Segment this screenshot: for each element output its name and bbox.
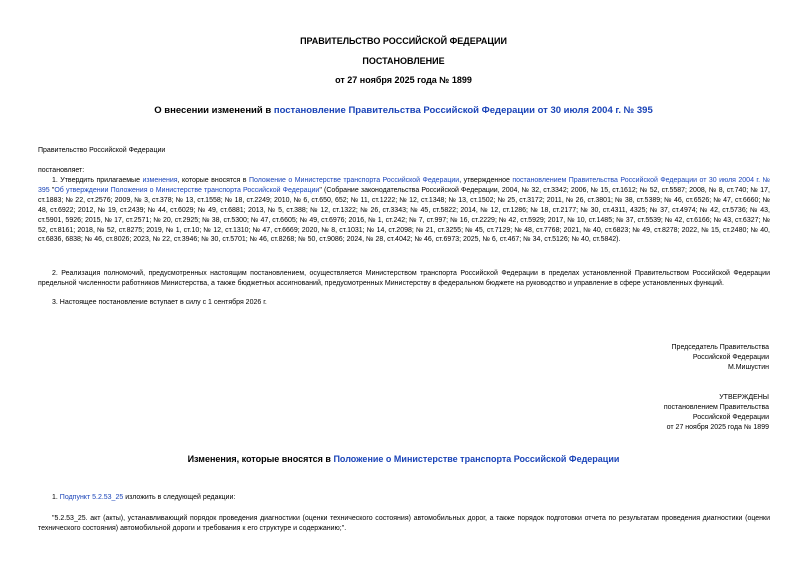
doc-title xyxy=(0,105,807,116)
item-1-paragraph xyxy=(38,176,770,245)
approval-line-4: от 27 ноября 2025 года № 1899 xyxy=(666,424,769,431)
changes-link[interactable]: изменения xyxy=(142,177,178,184)
issuer-text: Правительство Российской Федерации xyxy=(38,147,166,154)
item-1-tail: " (Собрание законодательства Российской Федерации, 2004, № 32, ст.3342; 2006, № 15, ст.1612; № 52, ст.5587; 2008, № 8, ст.740; № 17, ст.1883; № 22, ст.2576; 2009, № 3, ст.378; № 13, ст.1558; № 18, ст.2249; 2010, № 6, ст.650, 652; № 11, ст.1222; № 12, ст.1348; № 13, ст.1502; № 25, ст.3172; 2011, № 26, ст.3801; № 38, ст.5389; № 46, ст.6526; № 47, ст.6660; № 48, ст.6922; 2012, № 19, ст.2439; № 44, ст.6029; № 49, ст.6881; 2013, № 5, ст.388; № 12, ст.1322; № 26, ст.3343; № 45, ст.5822; 2014, № 12, ст.1286; № 18, ст.2177; № 30, ст.4311, 4325; № 37, ст.4974; № 42, ст.5736; № 43, ст.5901, 5926; 2015, № 17, ст.2571; № 20, ст.2925; № 38, ст.5300; № 47, ст.6605; № 49, ст.6976; 2016, № 1, ст.242; № 7, ст.997; № 16, ст.2229; № 42, ст.5929; 2017, № 10, ст.1485; № 37, ст.5539; № 42, ст.6166; № 43, ст.6327; № 52, ст.8161; 2018, № 52, ст.8275; 2019, № 1, ст.10; № 12, ст.1310; № 47, ст.6669; 2020, № 8, ст.1031; № 14, ст.2098; № 21, ст.3255; № 45, ст.7129; № 48, ст.7768; 2021, № 40, ст.6823; № 49, ст.8278; 2022, № 15, ст.2480; № 40, ст.6836, 6838; № 46, ст.8026; 2023, № 22, ст.3946; № 30, ст.5701; № 46, ст.8268; № 50, ст.9086; 2024, № 28, ст.4042; № 46, ст.6973; 2025, № 6, ст.467; № 34, ст.5126; № 40, ст.5842). xyxy=(38,186,771,244)
changes-item-tail: изложить в следующей редакции: xyxy=(123,494,236,501)
approval-line-3: Российской Федерации xyxy=(692,414,769,421)
item-2-paragraph: 2. Реализация полномочий, предусмотренных настоящим постановлением, осуществляется Министерством транспорта Российской Федерации в пределах установленной Правительством Российской Федерации предельной численности работников Министерства, а также бюджетных ассигнований, предусмотренных Министерству в федеральном бюджете на руководство и управление в сфере установленных функций. xyxy=(38,270,770,287)
changes-regulation-link[interactable]: Положение о Министерстве транспорта Российской Федерации xyxy=(333,454,620,464)
signature-line-3: М.Мишустин xyxy=(727,364,769,371)
item-1-lead: 1. Утвердить прилагаемые xyxy=(52,177,143,184)
government-heading: ПРАВИТЕЛЬСТВО РОССИЙСКОЙ ФЕДЕРАЦИИ xyxy=(300,36,507,46)
approval-line-1: УТВЕРЖДЕНЫ xyxy=(719,394,769,401)
item-1-quote-open: " xyxy=(49,186,55,194)
approval-line-2: постановлением Правительства xyxy=(663,404,769,411)
approval-block xyxy=(664,393,769,433)
subitem-link[interactable]: Подпункт 5.2.53_25 xyxy=(59,494,124,501)
signature-block xyxy=(672,343,769,373)
changes-title xyxy=(0,454,807,464)
item-1-mid2: , утвержденное xyxy=(459,177,513,184)
decree-title-link[interactable]: Об утверждении Положения о Министерстве транспорта Российской Федерации xyxy=(54,186,320,194)
item-3-paragraph: 3. Настоящее постановление вступает в силу с 1 сентября 2026 г. xyxy=(52,299,267,306)
doc-type-heading: ПОСТАНОВЛЕНИЕ xyxy=(362,56,445,66)
regulation-link[interactable]: Положение о Министерстве транспорта Российской Федерации xyxy=(248,177,460,184)
doc-date-number: от 27 ноября 2025 года № 1899 xyxy=(335,75,472,85)
changes-item-lead: 1. xyxy=(52,494,60,501)
item-1-mid1: , которые вносятся в xyxy=(177,177,249,184)
signature-line-1: Председатель Правительства xyxy=(671,344,769,351)
changes-title-prefix: Изменения, которые вносятся в xyxy=(187,454,334,464)
decree-395-link[interactable]: постановлением Правительства Российской Федерации от 30 июля 2004 г. № 395 xyxy=(38,177,770,194)
changes-quote: "5.2.53_25. акт (акты), устанавливающий порядок проведения диагностики (оценки технического состояния) автомобильных дорог, а также порядок подготовки отчета по результатам проведения диагностики (оценки технического состояния) автомобильной дороги и требования к его структуре и содержанию;". xyxy=(38,515,770,532)
decides-text: постановляет: xyxy=(38,167,85,174)
doc-title-prefix: О внесении изменений в xyxy=(154,105,274,116)
changes-item-1 xyxy=(52,493,235,503)
decree-link[interactable]: постановление Правительства Российской Федерации от 30 июля 2004 г. № 395 xyxy=(273,105,653,116)
signature-line-2: Российской Федерации xyxy=(692,354,769,361)
